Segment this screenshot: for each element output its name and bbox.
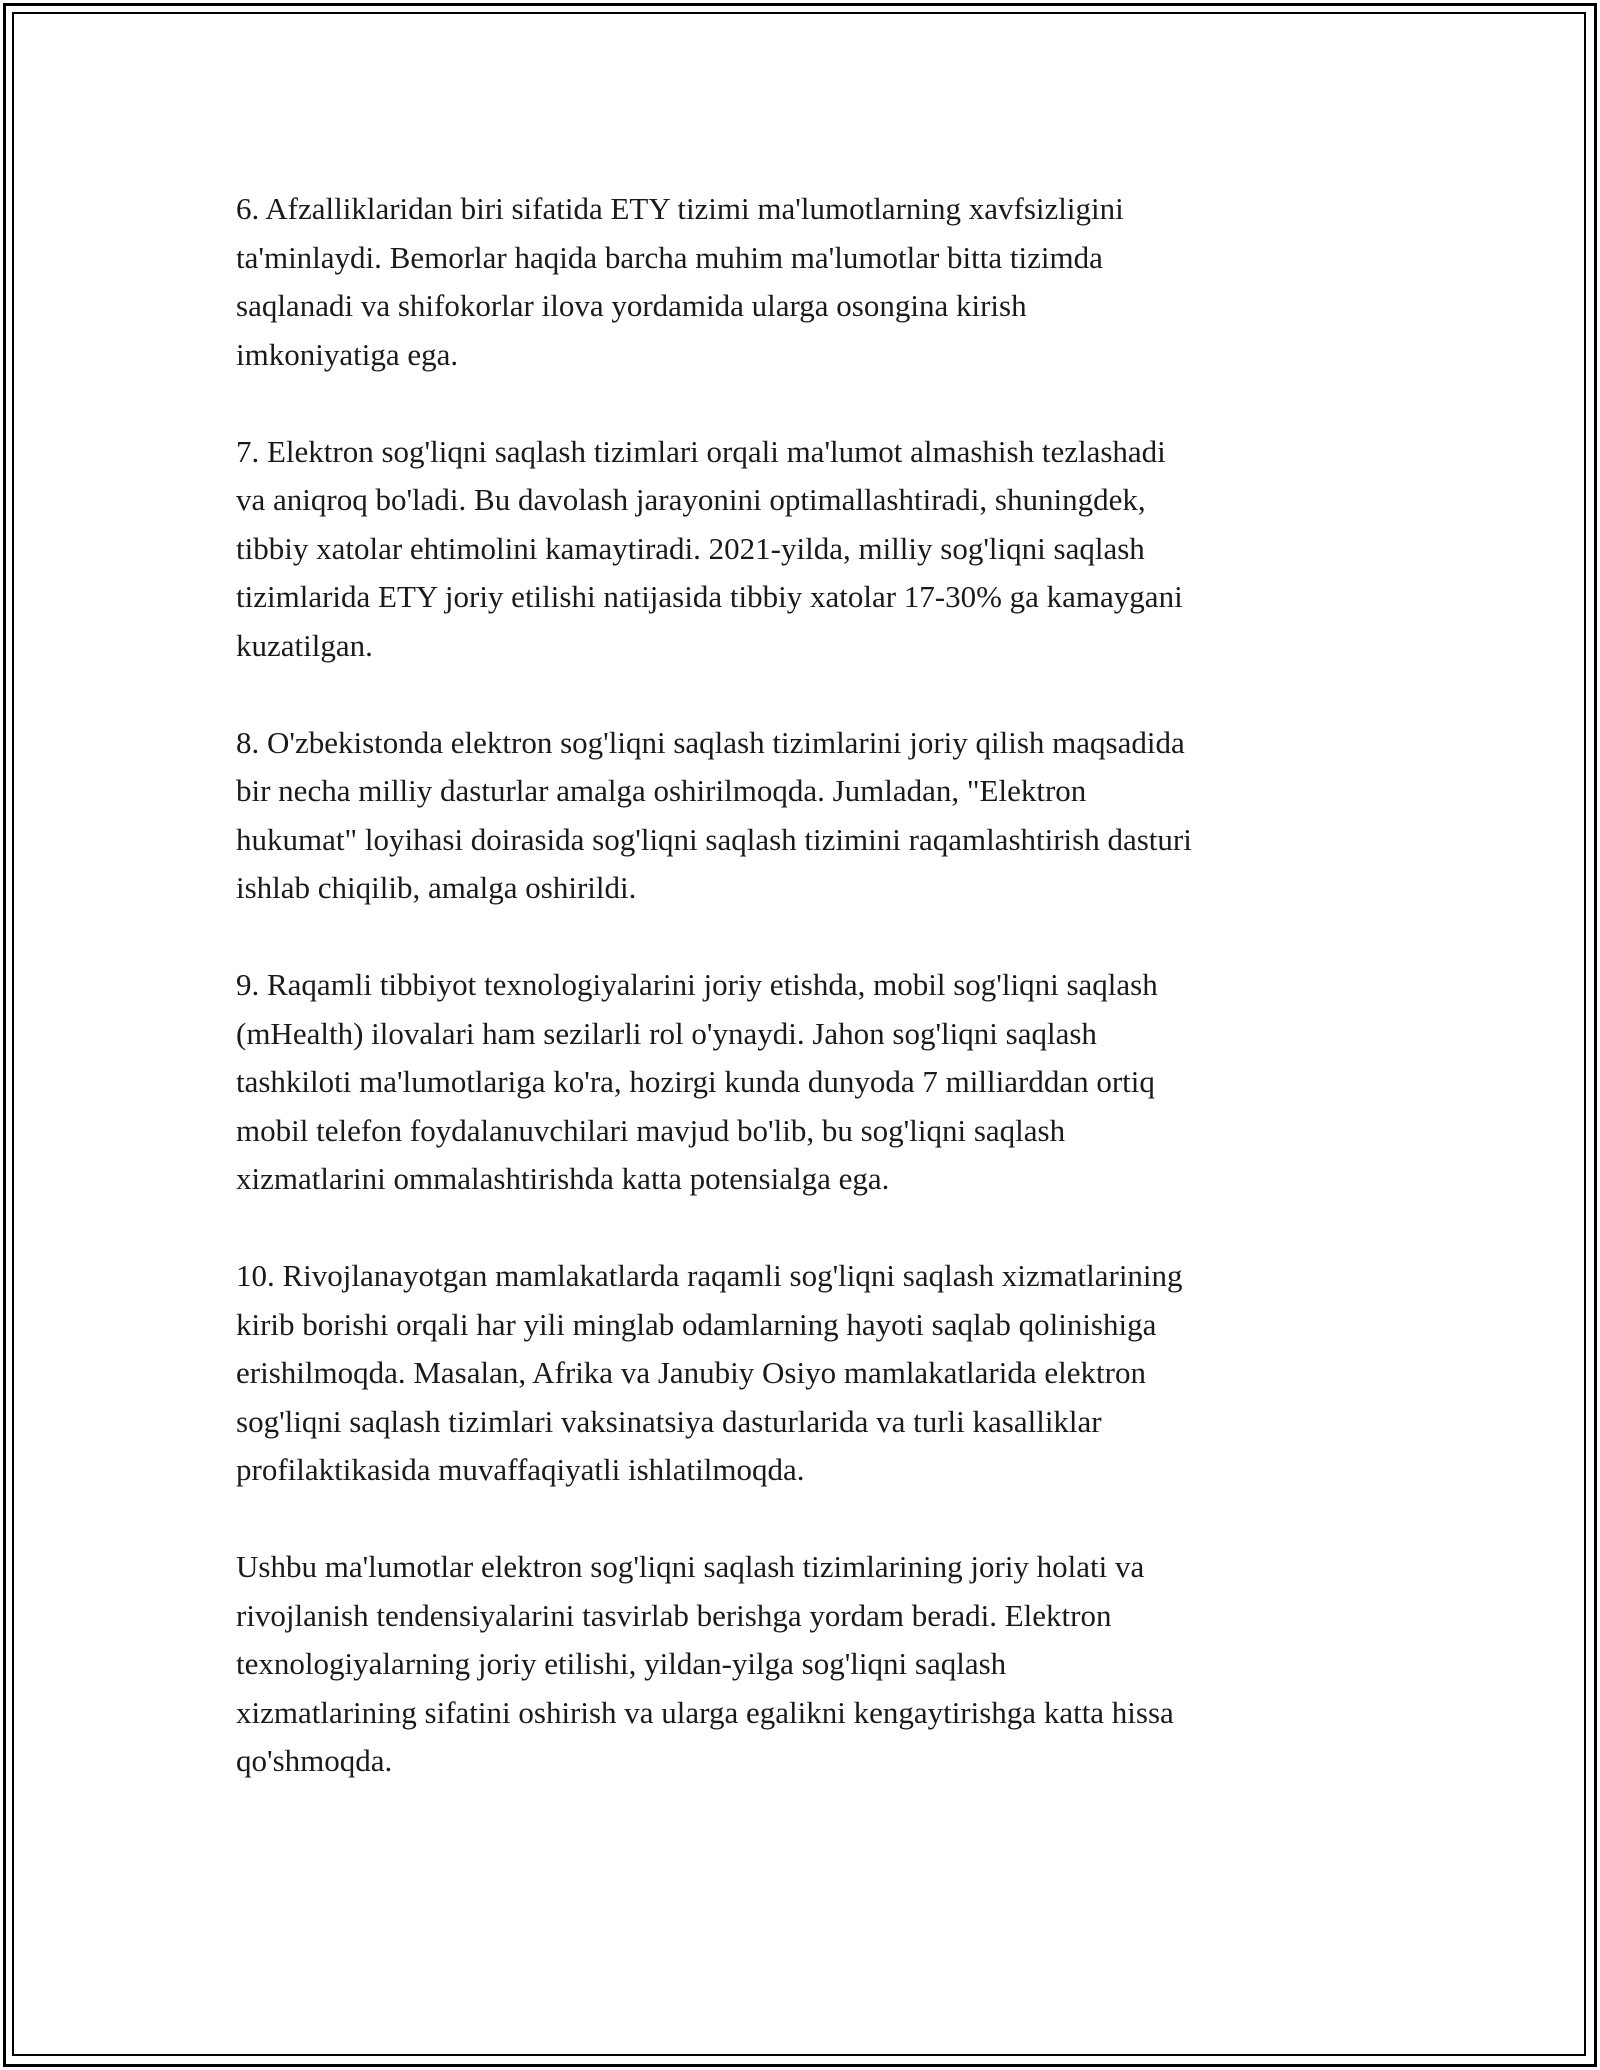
paragraph-8: 8. O'zbekistonda elektron sog'liqni saqlash tizimlarini joriy qilish maqsadida bir necha milliy dasturlar amalga oshirilmoqda. Jumladan, "Elektron hukumat" loyihasi doirasida sog'liqni saqlash tizimini raqamlashtirish dasturi ishlab chiqilib, amalga oshirildi.: [236, 724, 1192, 905]
paragraph-summary: Ushbu ma'lumotlar elektron sog'liqni saqlash tizimlarining joriy holati va rivojlanish tendensiyalarini tasvirlab berishga yordam beradi. Elektron texnologiyalarning joriy etilishi, yildan-yilga sog'liqni saqlash xizmatlarining sifatini oshirish va ularga egalikni kengaytirishga katta hissa qo'shmoqda.: [236, 1549, 1174, 1778]
document-body: [236, 185, 1376, 1834]
paragraph-9: 9. Raqamli tibbiyot texnologiyalarini joriy etishda, mobil sog'liqni saqlash (mHealth) ilovalari ham sezilarli rol o'ynaydi. Jahon sog'liqni saqlash tashkiloti ma'lumotlariga ko'ra, hozirgi kunda dunyoda 7 milliarddan ortiq mobil telefon foydalanuvchilari mavjud bo'lib, bu sog'liqni saqlash xizmatlarini ommalashtirishda katta potensialga ega.: [236, 967, 1158, 1196]
paragraph-7: 7. Elektron sog'liqni saqlash tizimlari orqali ma'lumot almashish tezlashadi va aniqroq bo'ladi. Bu davolash jarayonini optimallashtiradi, shuningdek, tibbiy xatolar ehtimolini kamaytiradi. 2021-yilda, milliy sog'liqni saqlash tizimlarida ETY joriy etilishi natijasida tibbiy xatolar 17-30% ga kamaygani kuzatilgan.: [236, 433, 1183, 663]
paragraph-6: 6. Afzalliklaridan biri sifatida ETY tizimi ma'lumotlarning xavfsizligini ta'minlaydi. Bemorlar haqida barcha muhim ma'lumotlar bitta tizimda saqlanadi va shifokorlar ilova yordamida ularga osongina kirish imkoniyatiga ega.: [236, 191, 1124, 372]
paragraph-10: 10. Rivojlanayotgan mamlakatlarda raqamli sog'liqni saqlash xizmatlarining kirib borishi orqali har yili minglab odamlarning hayoti saqlab qolinishiga erishilmoqda. Masalan, Afrika va Janubiy Osiyo mamlakatlarida elektron sog'liqni saqlash tizimlari vaksinatsiya dasturlarida va turli kasalliklar profilaktikasida muvaffaqiyatli ishlatilmoqda.: [236, 1258, 1183, 1487]
